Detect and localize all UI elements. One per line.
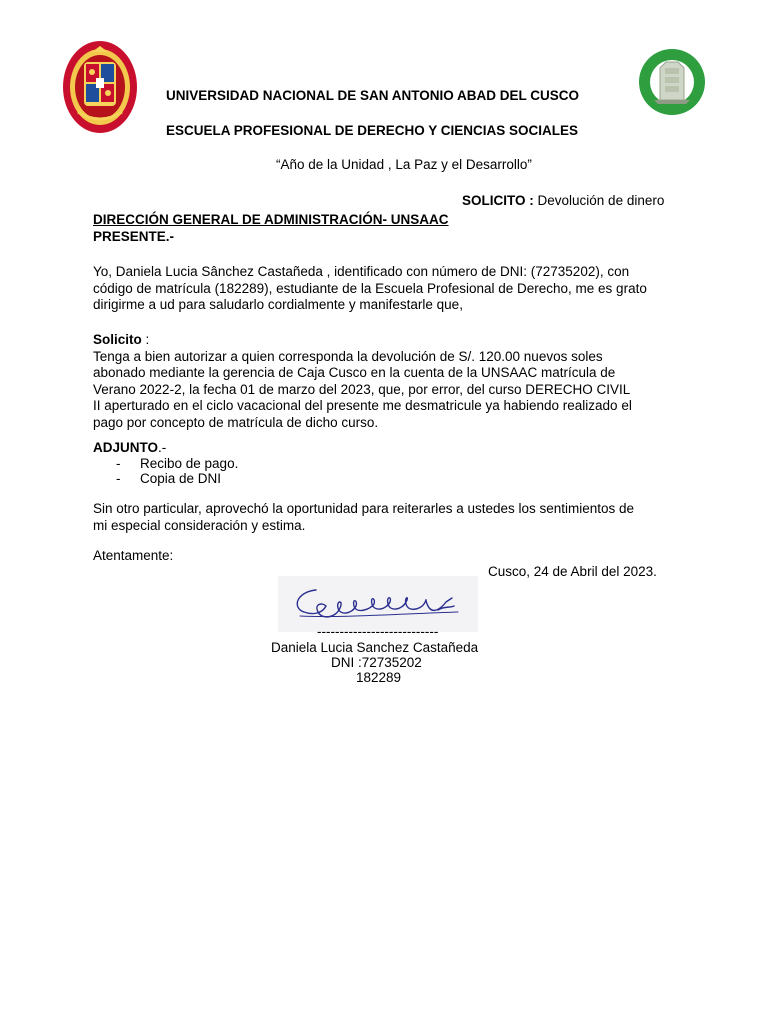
subject-label: SOLICITO :	[462, 193, 534, 208]
attachment-item: Recibo de pago.	[140, 456, 239, 471]
attachment-bullet: -	[116, 471, 121, 486]
request-line: Verano 2022-2, la fecha 01 de marzo del 2023, que, por error, del curso DERECHO CIVIL	[93, 381, 631, 397]
faculty-seal-logo	[636, 38, 708, 130]
subject-value: Devolución de dinero	[533, 193, 665, 208]
university-name: UNIVERSIDAD NACIONAL DE SAN ANTONIO ABAD DEL CUSCO	[166, 88, 580, 103]
attachment-bullet: -	[116, 456, 121, 471]
attachment-item: Copia de DNI	[140, 471, 222, 486]
closing-line: mi especial consideración y estima.	[93, 517, 306, 533]
request-label: Solicito	[93, 332, 142, 347]
request-heading	[93, 332, 683, 349]
attachments-label-suffix: .-	[158, 440, 167, 455]
year-motto: “Año de la Unidad , La Paz y el Desarrollo”	[276, 157, 532, 172]
attachments-heading	[93, 440, 166, 455]
request-label-suffix: :	[141, 332, 150, 347]
request-section	[93, 332, 683, 431]
request-line: abonado mediante la gerencia de Caja Cusco en la cuenta de la UNSAAC matrícula de	[93, 365, 616, 380]
request-line: pago por concepto de matrícula de dicho curso.	[93, 414, 379, 430]
addressee-title: DIRECCIÓN GENERAL DE ADMINISTRACIÓN- UNSAAC	[93, 212, 449, 227]
school-name: ESCUELA PROFESIONAL DE DERECHO Y CIENCIAS SOCIALES	[166, 123, 579, 138]
closing-line: Sin otro particular, aprovechó la oportunidad para reiterarles a ustedes los sentimientos de	[93, 501, 635, 516]
intro-line: código de matrícula (182289), estudiante de la Escuela Profesional de Derecho, me es grato	[93, 280, 647, 296]
signer-name: Daniela Lucia Sanchez Castañeda	[271, 640, 479, 655]
place-date: Cusco, 24 de Abril del 2023.	[488, 564, 657, 579]
signature-rule: ---------------------------	[317, 624, 439, 639]
intro-paragraph	[93, 264, 683, 314]
request-line: II aperturado en el ciclo vacacional del presente me desmatricule ya habiendo realizado el	[93, 398, 632, 413]
intro-line: Yo, Daniela Lucia Sânchez Castañeda , identificado con número de DNI: (72735202), con	[93, 264, 630, 279]
signer-code: 182289	[356, 670, 402, 685]
university-seal-logo	[62, 40, 138, 134]
addressee-presente: PRESENTE.-	[93, 229, 175, 244]
closing-paragraph	[93, 501, 683, 534]
salutation: Atentamente:	[93, 548, 174, 563]
intro-line: dirigirme a ud para saludarlo cordialmente y manifestarle que,	[93, 297, 463, 312]
attachments-label: ADJUNTO	[93, 440, 159, 455]
request-line: Tenga a bien autorizar a quien corresponda la devolución de S/. 120.00 nuevos soles	[93, 348, 603, 364]
subject-line	[462, 193, 664, 208]
signer-dni: DNI :72735202	[331, 655, 422, 670]
